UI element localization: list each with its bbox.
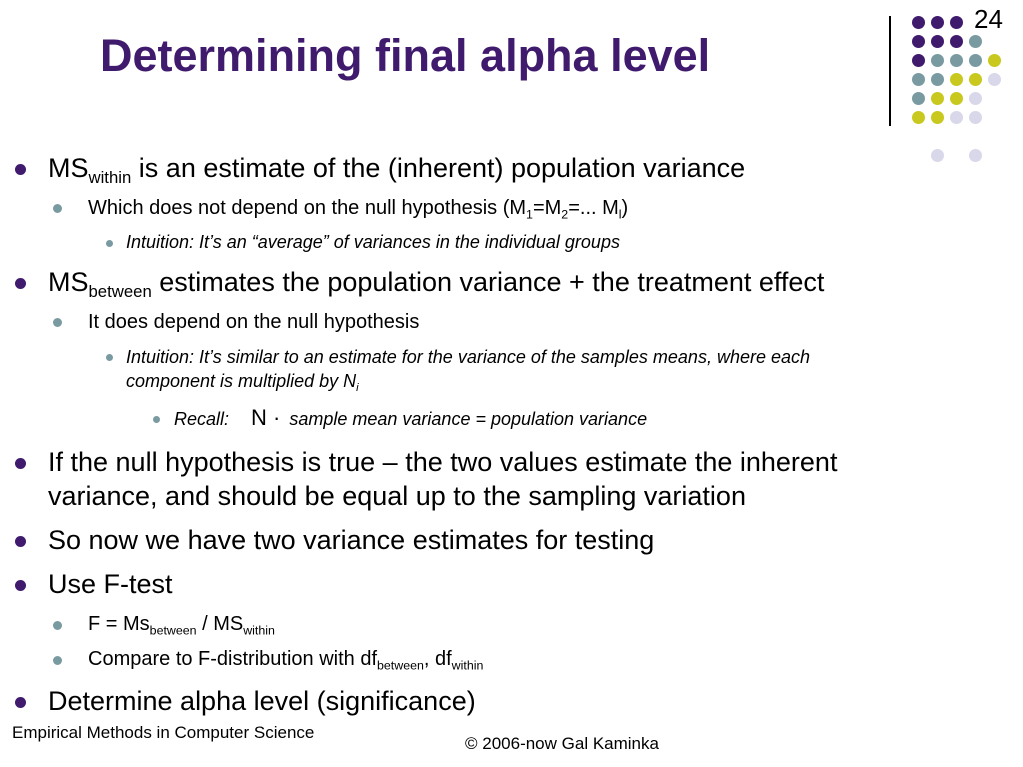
decorative-dot <box>969 92 982 105</box>
bullet-marker <box>106 240 113 247</box>
slide-title: Determining final alpha level <box>100 30 711 81</box>
bullet-marker <box>53 656 62 665</box>
bullet-use-f-test: Use F-test <box>48 569 173 599</box>
bullet-f-formula: $F = Ms_{between} / MS_{within}$ <box>88 613 275 638</box>
bullet-recall-formula: Recall: N · sample mean variance = population variance <box>174 405 648 430</box>
bullet-marker <box>53 318 62 327</box>
bullet-null-hypothesis-independent: Which does not depend on the null hypothesis ($M_1=M_2=$... $M_l$) <box>88 197 629 222</box>
decorative-dot <box>931 111 944 124</box>
decorative-dot <box>950 92 963 105</box>
decorative-dot <box>969 35 982 48</box>
decorative-dot <box>912 16 925 29</box>
slide-number: 24 <box>974 4 1003 34</box>
decorative-dot <box>912 54 925 67</box>
decorative-dot <box>931 16 944 29</box>
decorative-dot <box>912 111 925 124</box>
decorative-dot <box>950 35 963 48</box>
bullet-marker <box>106 354 113 361</box>
decorative-dot <box>969 54 982 67</box>
bullet-marker <box>15 278 26 289</box>
decorative-dot <box>912 92 925 105</box>
bullet-ms-within: $MS_{within}$ is an estimate of the (inherent) population variance <box>48 153 746 187</box>
bullet-marker <box>15 458 26 469</box>
bullet-marker <box>15 164 26 175</box>
bullet-marker <box>15 580 26 591</box>
decorative-dot <box>950 73 963 86</box>
footer-copyright: © 2006-now Gal Kaminka <box>465 734 659 753</box>
decorative-dot <box>988 54 1001 67</box>
bullet-marker <box>15 697 26 708</box>
bullet-determine-alpha: Determine alpha level (significance) <box>48 686 476 716</box>
decorative-dot-grid <box>0 0 1023 170</box>
bullet-marker <box>53 204 62 213</box>
decorative-dot <box>912 73 925 86</box>
decorative-dot <box>931 35 944 48</box>
decorative-dot <box>950 111 963 124</box>
bullet-ms-between: $MS_{between}$ estimates the population variance + the treatment effect <box>48 267 825 301</box>
bullet-two-estimates: So now we have two variance estimates for testing <box>48 525 655 555</box>
bullet-intuition-sample-means: Intuition: It’s similar to an estimate for the variance of the samples means, where each component is multiplied by $N_i$ <box>126 347 810 394</box>
footer-course: Empirical Methods in Computer Science <box>12 723 315 742</box>
bullet-marker <box>15 536 26 547</box>
bullet-marker <box>153 416 160 423</box>
decorative-dot <box>931 92 944 105</box>
decorative-dot <box>950 54 963 67</box>
decorative-dot <box>969 111 982 124</box>
decorative-dot <box>931 54 944 67</box>
decorative-dot <box>912 35 925 48</box>
bullet-null-hypothesis-true: If the null hypothesis is true – the two values estimate the inherent variance, and should be equal up to the sampling variation <box>48 447 838 511</box>
decorative-dot <box>931 73 944 86</box>
decorative-dot <box>931 149 944 162</box>
decorative-dot <box>988 73 1001 86</box>
bullet-intuition-average: Intuition: It’s an “average” of variances in the individual groups <box>126 232 620 252</box>
bullet-depends-null-hypothesis: It does depend on the null hypothesis <box>88 311 420 333</box>
bullet-marker <box>53 621 62 630</box>
decorative-dot <box>969 149 982 162</box>
bullet-f-distribution: Compare to F-distribution with $df_{between}$, $df_{within}$ <box>88 648 484 673</box>
decorative-dot <box>950 16 963 29</box>
decorative-dot <box>969 73 982 86</box>
